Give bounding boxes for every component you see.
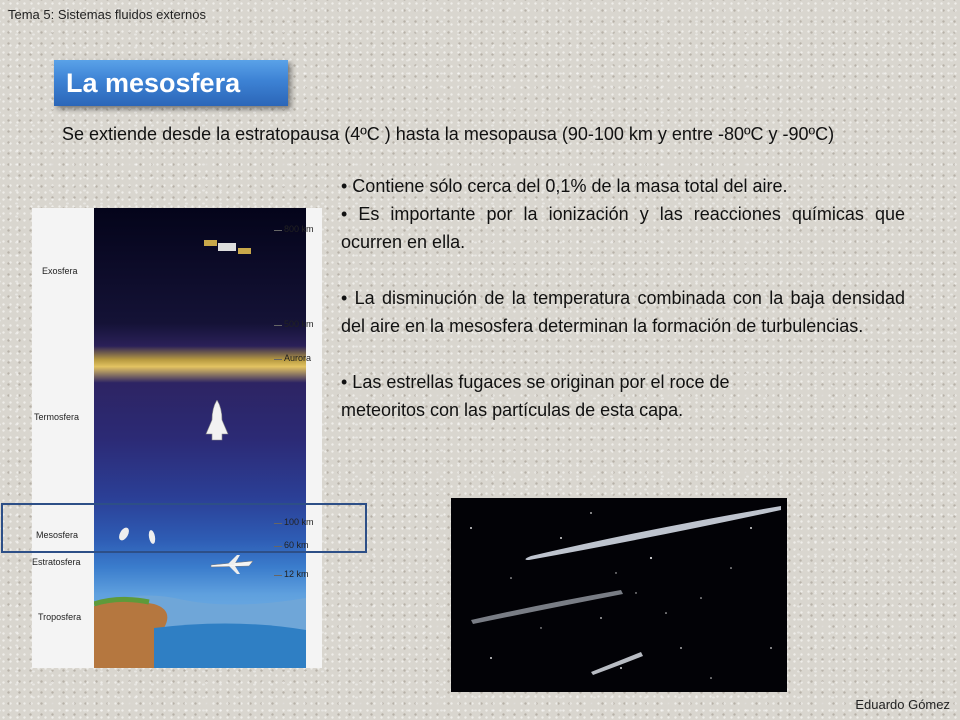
intro-text: Se extiende desde la estratopausa (4ºC ) hasta la mesopausa (90-100 km y entre -80ºC y -90ºC) bbox=[62, 124, 835, 144]
layer-label-troposfera: Troposfera bbox=[38, 612, 82, 622]
altitude-label-60km: 60 km bbox=[284, 540, 309, 550]
airplane-icon bbox=[209, 553, 255, 575]
satellite-icon bbox=[202, 234, 254, 262]
altitude-label-12km: 12 km bbox=[284, 569, 309, 579]
slide-title: La mesosfera bbox=[54, 60, 288, 106]
altitude-label-500km: 500 km bbox=[284, 319, 314, 329]
layer-label-termosfera: Termosfera bbox=[34, 412, 80, 422]
bullet-item: • Contiene sólo cerca del 0,1% de la masa total del aire. bbox=[341, 176, 788, 196]
bullet-item: • Las estrellas fugaces se originan por el roce de meteoritos con las partículas de esta capa. bbox=[341, 372, 730, 420]
header-caption: Tema 5: Sistemas fluidos externos bbox=[8, 7, 206, 22]
mesosphere-highlight-box bbox=[1, 503, 367, 553]
altitude-label-aurora: Aurora bbox=[284, 353, 312, 363]
author-name: Eduardo Gómez bbox=[855, 697, 950, 712]
altitude-label-800km: 800 km bbox=[284, 224, 314, 234]
layer-label-exosfera: Exosfera bbox=[42, 266, 78, 276]
ground-illustration bbox=[94, 588, 306, 668]
bullet-list bbox=[341, 172, 905, 424]
atmosphere-diagram bbox=[32, 208, 322, 668]
altitude-label-100km: 100 km bbox=[284, 517, 314, 527]
layer-label-mesosfera: Mesosfera bbox=[36, 530, 79, 540]
bullet-item: • Es importante por la ionización y las reacciones químicas que ocurren en ella. bbox=[341, 204, 905, 252]
meteor-shower-photo bbox=[451, 498, 787, 692]
space-shuttle-icon bbox=[204, 400, 230, 444]
layer-label-estratosfera: Estratosfera bbox=[32, 557, 81, 567]
bullet-item: • La disminución de la temperatura combinada con la baja densidad del aire en la mesosfera determinan la formación de turbulencias. bbox=[341, 288, 905, 336]
